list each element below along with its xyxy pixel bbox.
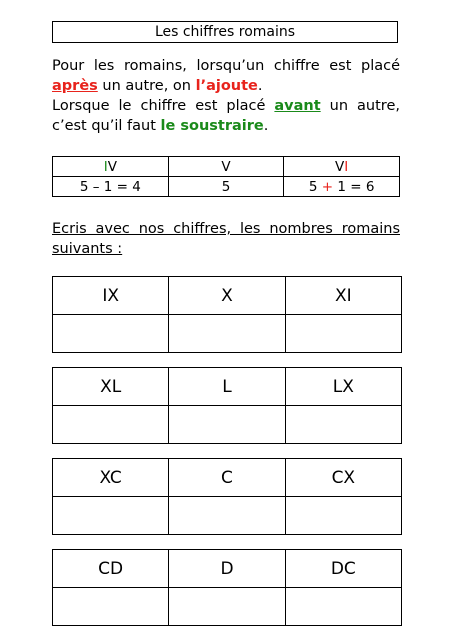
- numeral-row: [53, 550, 402, 588]
- example-cell: [168, 157, 284, 177]
- example-cell: [284, 157, 400, 177]
- numeral-cell: C: [169, 459, 285, 497]
- answer-cell[interactable]: [53, 406, 169, 444]
- numeral-cell: CX: [285, 459, 401, 497]
- example-cell: [168, 177, 284, 197]
- answer-cell[interactable]: [169, 315, 285, 353]
- highlight-apres: après: [52, 78, 98, 94]
- answer-row: [53, 588, 402, 626]
- exercise-table-2: [52, 367, 402, 444]
- cell-text: 5: [308, 178, 322, 195]
- cell-text: V: [221, 158, 231, 175]
- intro-text-span: Pour les romains, lorsqu’un chiffre est placé: [52, 58, 400, 74]
- answer-cell[interactable]: [169, 588, 285, 626]
- cell-text: 1 = 6: [333, 178, 375, 195]
- intro-text: [52, 56, 400, 136]
- answer-cell[interactable]: [169, 497, 285, 535]
- highlight-ajoute: l’ajoute: [195, 78, 258, 94]
- intro-paragraph-1: [52, 56, 400, 96]
- example-cell: [53, 177, 169, 197]
- answer-cell[interactable]: [53, 588, 169, 626]
- example-table: [52, 156, 400, 197]
- highlight-soustraire: le soustraire: [160, 118, 264, 134]
- answer-row: [53, 315, 402, 353]
- numeral-cell: X: [169, 277, 285, 315]
- numeral-cell: XC: [53, 459, 169, 497]
- numeral-cell: D: [169, 550, 285, 588]
- numeral-cell: CD: [53, 550, 169, 588]
- intro-text-span: un autre, on: [97, 78, 196, 94]
- answer-row: [53, 497, 402, 535]
- page-title-text: Les chiffres romains: [154, 24, 296, 40]
- answer-cell[interactable]: [285, 588, 401, 626]
- numeral-cell: L: [169, 368, 285, 406]
- subtracted-digit: I: [103, 158, 108, 175]
- cell-text: V: [107, 158, 117, 175]
- cell-text: V: [335, 158, 345, 175]
- intro-text-span: un autre, c’est qu’il faut: [52, 98, 400, 134]
- plus-sign: +: [321, 178, 334, 195]
- intro-text-span: Lorsque le chiffre est placé: [52, 98, 275, 114]
- numeral-cell: XL: [53, 368, 169, 406]
- example-cell: [53, 157, 169, 177]
- numeral-cell: XI: [285, 277, 401, 315]
- page-title: [52, 21, 398, 43]
- intro-text-span: .: [257, 78, 263, 94]
- example-row-values: [53, 177, 400, 197]
- added-digit: I: [344, 158, 349, 175]
- cell-text: 5 – 1 = 4: [79, 178, 141, 195]
- intro-text-span: .: [263, 118, 269, 134]
- exercise-table-1: [52, 276, 402, 353]
- numeral-cell: DC: [285, 550, 401, 588]
- example-cell: [284, 177, 400, 197]
- highlight-avant: avant: [274, 98, 321, 114]
- numeral-cell: LX: [285, 368, 401, 406]
- numeral-cell: IX: [53, 277, 169, 315]
- example-row-numerals: [53, 157, 400, 177]
- answer-cell[interactable]: [53, 315, 169, 353]
- cell-text: 5: [221, 178, 231, 195]
- answer-row: [53, 406, 402, 444]
- answer-cell[interactable]: [53, 497, 169, 535]
- numeral-row: [53, 277, 402, 315]
- answer-cell[interactable]: [285, 406, 401, 444]
- numeral-row: [53, 459, 402, 497]
- exercise-table-4: [52, 549, 402, 626]
- answer-cell[interactable]: [285, 315, 401, 353]
- exercise-table-3: [52, 458, 402, 535]
- intro-paragraph-2: [52, 96, 400, 136]
- answer-cell[interactable]: [285, 497, 401, 535]
- exercise-instruction: Ecris avec nos chiffres, les nombres romains suivants :: [52, 221, 400, 257]
- answer-cell[interactable]: [169, 406, 285, 444]
- numeral-row: [53, 368, 402, 406]
